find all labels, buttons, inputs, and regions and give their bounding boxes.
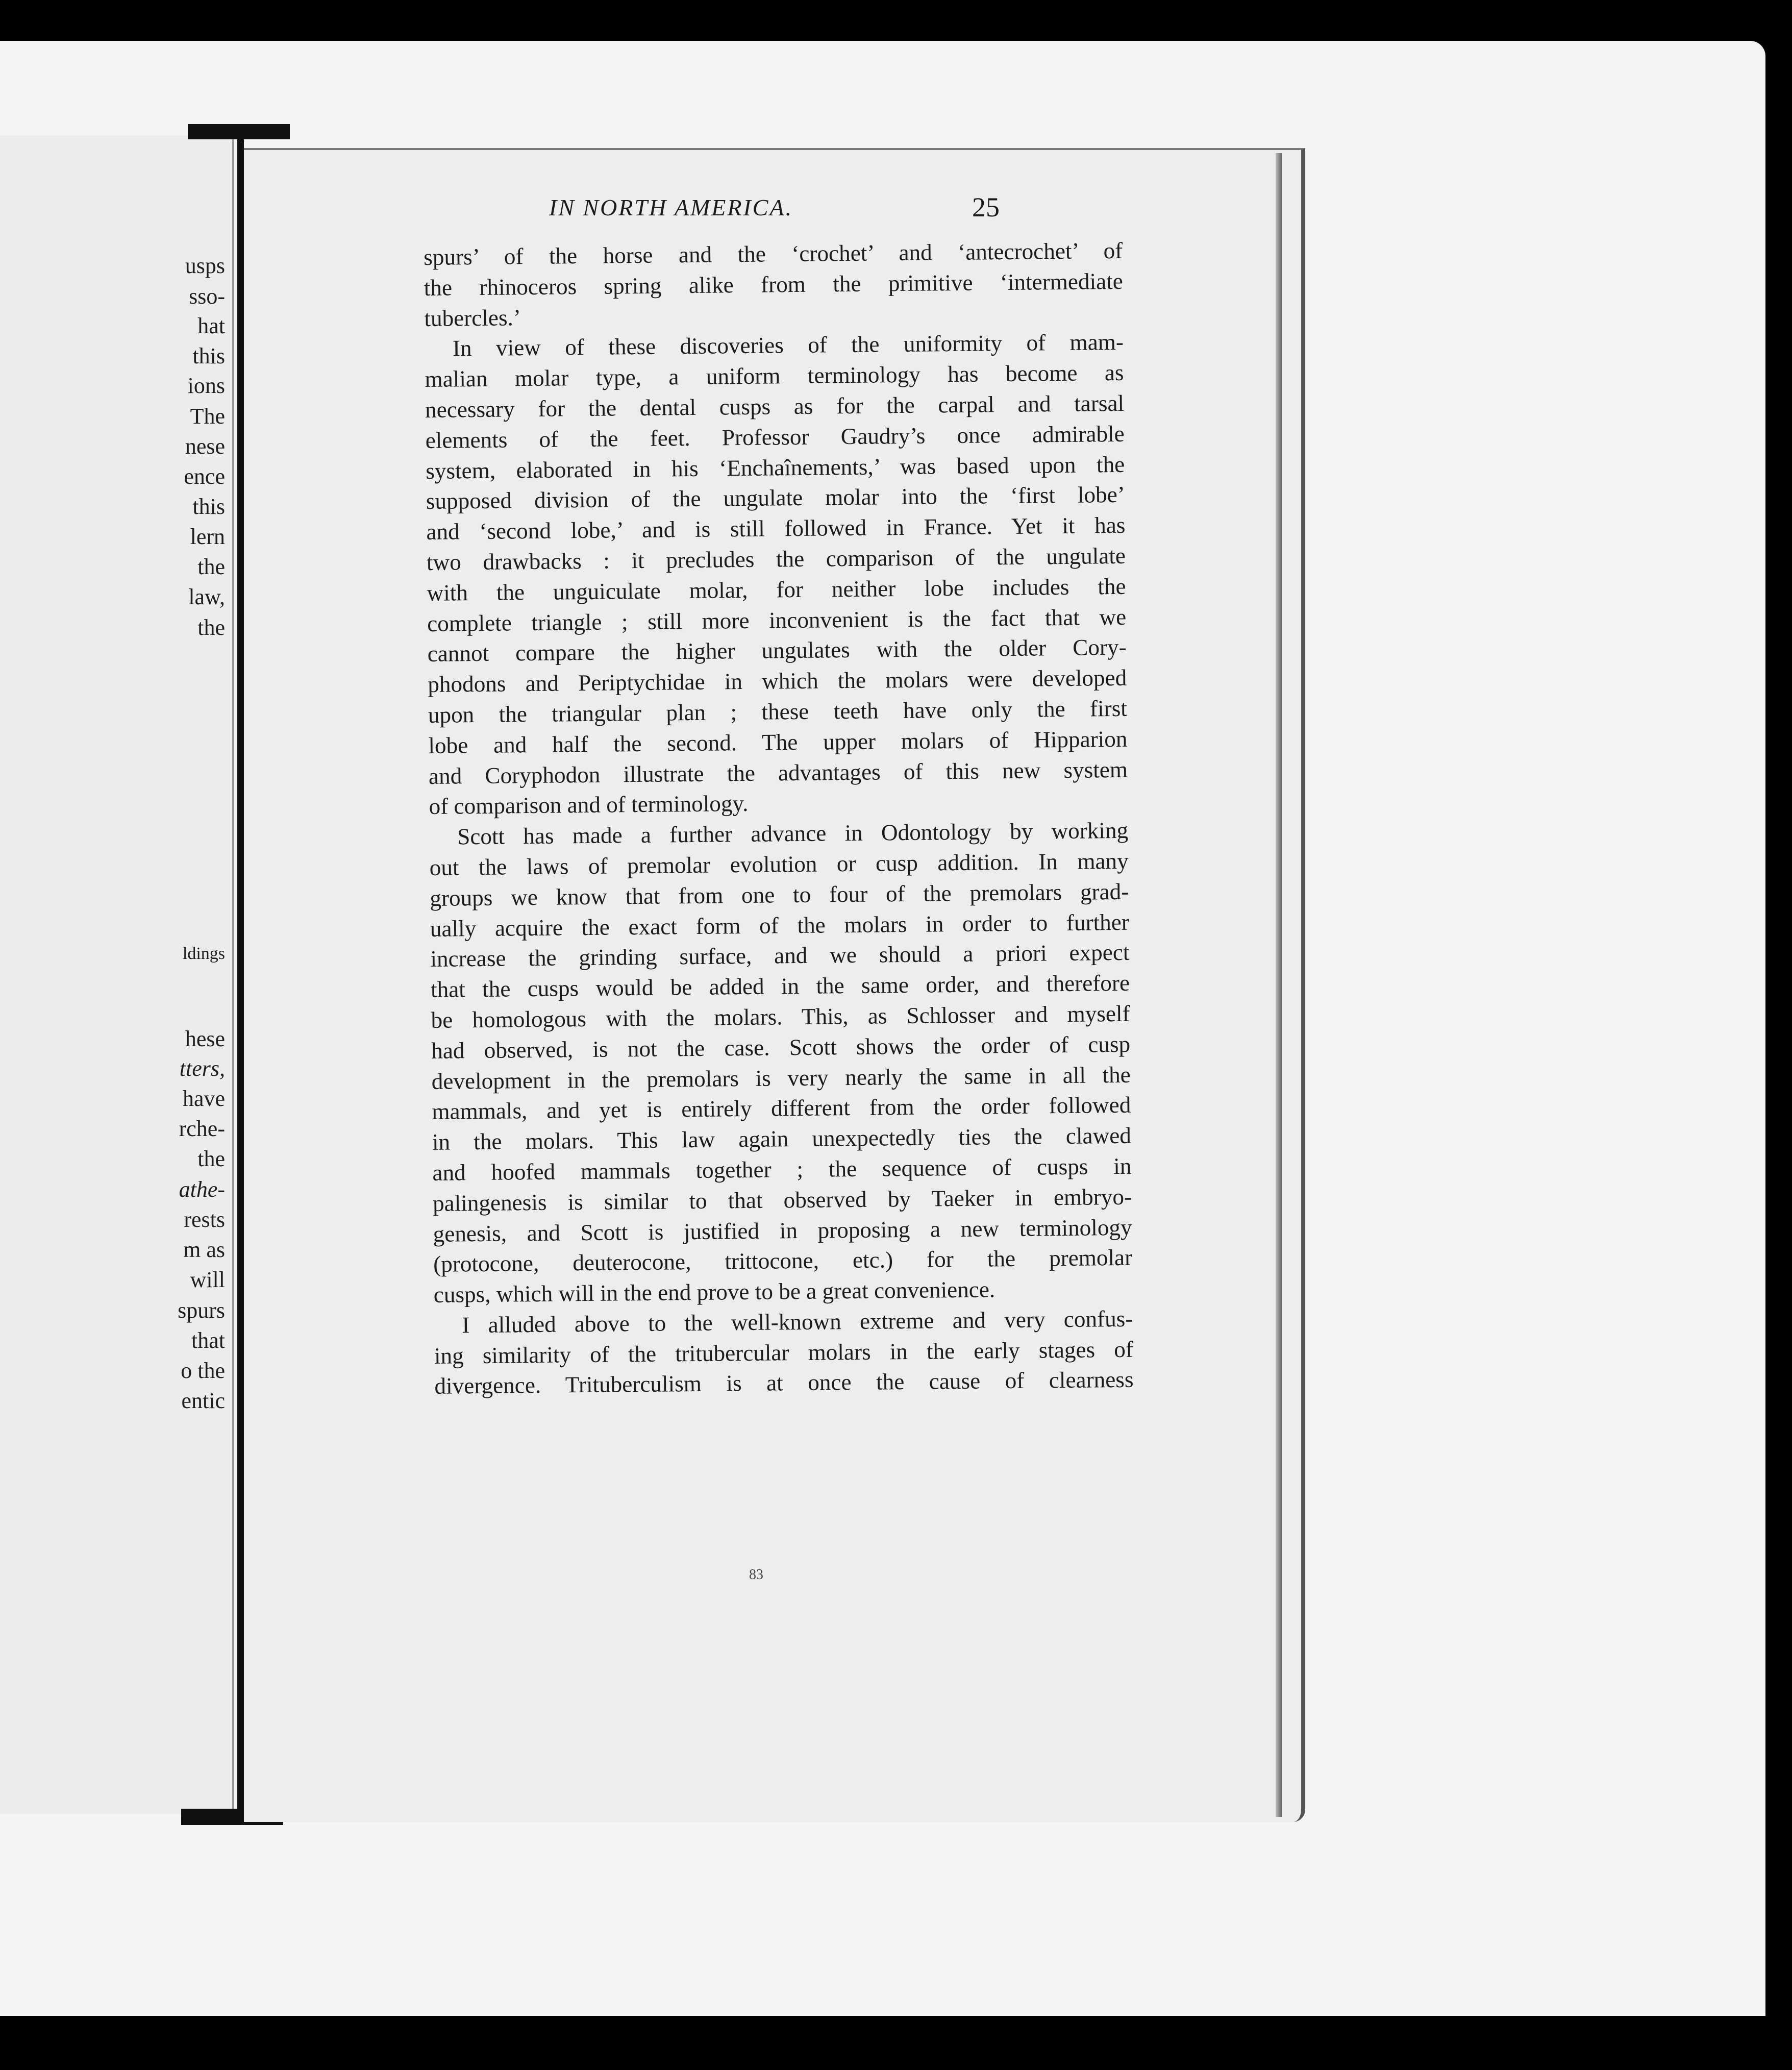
text-line: and hoofed mammals together ; the sequence of cusps in (432, 1153, 1132, 1186)
left-page-fragment: tters, (179, 1056, 225, 1081)
text-line: groups we know that from one to four of the premolars grad- (430, 878, 1129, 911)
left-page-fragment: this (192, 343, 225, 368)
text-line: that the cusps would be added in the same order, and therefore (430, 970, 1130, 1003)
left-page-fragment: law, (188, 584, 225, 609)
text-line: supposed division of the ungulate molar into the ‘first lobe’ (426, 482, 1126, 514)
book-spine (237, 125, 244, 1825)
text-line: upon the triangular plan ; these teeth have only the first (428, 695, 1128, 728)
text-line: the rhinoceros spring alike from the primitive ‘intermediate (424, 268, 1124, 301)
left-page-fragment: ions (187, 373, 225, 398)
left-page-fragment: that (191, 1328, 225, 1353)
text-line: phodons and Periptychidae in which the molars were developed (428, 664, 1127, 698)
left-facing-page (0, 135, 234, 1814)
text-line: ually acquire the exact form of the molars in order to further (430, 909, 1130, 942)
text-line: malian molar type, a uniform terminology has become as (425, 360, 1124, 392)
left-page-fragment: entic (181, 1388, 225, 1413)
left-page-fragment: have (182, 1086, 225, 1111)
text-line: cannot compare the higher ungulates with the older Cory- (427, 634, 1127, 667)
text-line: cusps, which will in the end prove to be a great convenience. (433, 1276, 995, 1308)
text-line: mammals, and yet is entirely different from the order followed (432, 1092, 1131, 1125)
running-head: IN NORTH AMERICA. (549, 194, 793, 220)
text-line: genesis, and Scott is justified in proposing a new terminology (433, 1214, 1132, 1247)
text-line: lobe and half the second. The upper molars of Hipparion (428, 726, 1128, 758)
body-text (424, 236, 1134, 1402)
text-line: system, elaborated in his ‘Enchaînements,’ was based upon the (426, 451, 1125, 484)
text-line: be homologous with the molars. This, as Schlosser and myself (431, 1000, 1130, 1033)
left-page-fragment: rests (184, 1207, 225, 1232)
left-page-fragment: The (190, 404, 225, 429)
text-line: of comparison and of terminology. (429, 791, 749, 820)
page-number: 25 (972, 192, 1000, 223)
page-edge-shadow (1276, 153, 1282, 1817)
text-line: Scott has made a further advance in Odontology by working (457, 817, 1129, 850)
left-page-fragment: usps (185, 253, 225, 278)
left-page-fragment: o the (181, 1358, 225, 1383)
left-page-fragment: spurs (178, 1298, 225, 1323)
text-line: and ‘second lobe,’ and is still followed in France. Yet it has (426, 512, 1126, 545)
text-line: ing similarity of the tritubercular molars in the early stages of (434, 1336, 1134, 1369)
left-page-fragment: athe- (179, 1177, 225, 1202)
text-line: and Coryphodon illustrate the advantages of this new system (428, 756, 1128, 789)
text-line: complete triangle ; still more inconvenient is the fact that we (427, 604, 1127, 636)
text-line: tubercles.’ (424, 304, 521, 331)
text-line: in the molars. This law again unexpectedly ties the clawed (432, 1122, 1132, 1155)
text-line: with the unguiculate molar, for neither lobe includes the (427, 573, 1126, 606)
left-page-fragment: the (197, 554, 225, 579)
text-line: increase the grinding surface, and we should a priori expect (430, 940, 1130, 972)
text-line: necessary for the dental cusps as for the carpal and tarsal (425, 390, 1125, 423)
text-line: out the laws of premolar evolution or cusp addition. In many (429, 848, 1129, 880)
left-page-fragment: rche- (179, 1116, 225, 1141)
left-page-fragment: will (190, 1267, 225, 1292)
folio-signature: 83 (749, 1567, 763, 1583)
text-line: spurs’ of the horse and the ‘crochet’ and ‘antecrochet’ of (424, 237, 1123, 270)
text-line: two drawbacks : it precludes the comparison of the ungulate (426, 543, 1126, 575)
left-page-fragment: the (197, 1146, 225, 1171)
left-page-fragment: hese (185, 1026, 225, 1051)
text-line: I alluded above to the well-known extreme and very confus- (462, 1305, 1133, 1338)
text-line: (protocone, deuterocone, trittocone, etc.) for the premolar (433, 1245, 1133, 1277)
text-line: development in the premolars is very nearly the same in all the (431, 1062, 1131, 1094)
text-line: elements of the feet. Professor Gaudry’s once admirable (425, 421, 1125, 453)
text-line: divergence. Trituberculism is at once the cause of clearness (434, 1367, 1134, 1399)
text-line: palingenesis is similar to that observed by Taeker in embryo- (432, 1184, 1132, 1216)
left-page-fragment: sso- (189, 284, 225, 309)
text-line: In view of these discoveries of the uniformity of mam- (452, 329, 1124, 361)
left-page-fragment: hat (197, 313, 225, 338)
text-line: had observed, is not the case. Scott shows the order of cusp (431, 1031, 1131, 1064)
left-page-fragment: this (192, 494, 225, 519)
left-page-fragment: the (197, 615, 225, 640)
left-page-fragment: ence (184, 464, 225, 489)
left-page-fragment: ldings (182, 944, 225, 963)
left-page-fragment: m as (183, 1237, 225, 1262)
left-page-fragment: lern (190, 524, 225, 549)
left-page-fragment: nese (185, 434, 225, 459)
